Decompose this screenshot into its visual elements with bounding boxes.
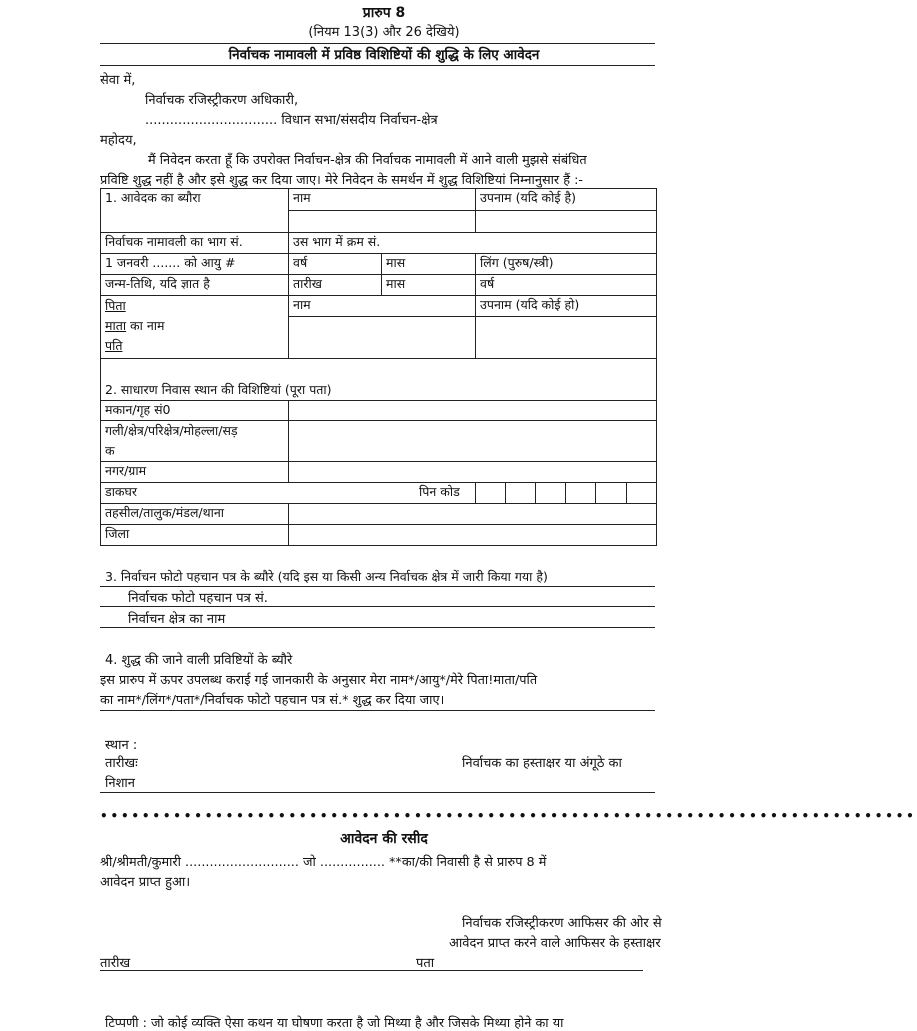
receipt-line-1: श्री/श्रीमती/कुमारी ............................ जो ................ **का/की निवासी है से प्रारुप 8 में	[100, 855, 547, 870]
form-title: निर्वाचक नामावली में प्रविष्ठ विशिष्टियों की शुद्धि के लिए आवेदन	[228, 47, 540, 63]
town-field[interactable]	[289, 462, 657, 483]
tehsil-label: तहसील/तालुक/मंडल/थाना	[101, 504, 289, 525]
constituency-line: ................................ विधान सभा/संसदीय निर्वाचन-क्षेत्र	[145, 113, 438, 128]
constituency-name-label: निर्वाचन क्षेत्र का नाम	[128, 612, 226, 627]
receipt-line-2: आवेदन प्राप्त हुआ।	[100, 875, 191, 890]
age-label: 1 जनवरी ....... को आयु #	[101, 254, 289, 275]
rule-reference: (नियम 13(3) और 26 देखिये)	[308, 25, 460, 40]
mother-label: माता	[105, 318, 127, 333]
request-line-1: मैं निवेदन करता हूँ कि उपरोक्त निर्वाचन-क्षेत्र की निर्वाचक नामावली में आने वाली मुझसे संबंधित	[148, 153, 587, 168]
header-rule-bottom	[100, 65, 655, 66]
applicant-details-label: 1. आवेदक का ब्यौरा	[101, 189, 289, 233]
pin-digit-box[interactable]	[476, 483, 506, 504]
section4-rule	[100, 710, 655, 711]
request-line-2: प्रविष्टि शुद्ध नहीं है और इसे शुद्ध कर दिया जाए। मेरे निवेदन के समर्थन में शुद्ध विशिष्टियां निम्नानुसार हैं :-	[100, 173, 583, 188]
receipt-rule	[100, 970, 643, 971]
pin-digit-box[interactable]	[566, 483, 596, 504]
house-label: मकान/गृह सं0	[101, 401, 289, 421]
relation-surname-label: उपनाम (यदि कोई हो)	[476, 296, 657, 317]
pin-digit-box[interactable]	[627, 483, 657, 504]
surname-label: उपनाम (यदि कोई है)	[476, 189, 657, 211]
name-field[interactable]	[289, 211, 476, 233]
husband-label: पति	[105, 338, 123, 353]
street-label-line-2: क	[105, 443, 115, 458]
relation-name-label: नाम	[289, 296, 476, 317]
district-field[interactable]	[289, 525, 657, 546]
dob-label: जन्म-तिथि, यदि ज्ञात है	[101, 275, 289, 296]
street-label-line-1: गली/क्षेत्र/परिक्षेत्र/मोहल्ला/सड़	[105, 423, 238, 438]
name-label: नाम	[289, 189, 476, 211]
age-month-label: मास	[382, 254, 476, 275]
correction-section-title: 4. शुद्ध की जाने वाली प्रविष्टियों के ब्यौरे	[105, 653, 293, 668]
relation-name-field[interactable]	[289, 317, 476, 359]
age-year-label: वर्ष	[289, 254, 382, 275]
name-suffix: का नाम	[126, 318, 165, 333]
tehsil-field[interactable]	[289, 504, 657, 525]
epic-number-label: निर्वाचक फोटो पहचान पत्र सं.	[128, 591, 268, 606]
receiving-officer-line-2: आवेदन प्राप्त करने वाले आफिसर के हस्ताक्षर	[449, 936, 661, 951]
header-rule-top	[100, 43, 655, 44]
form-number: प्रारुप 8	[362, 5, 406, 21]
receiving-officer-line-1: निर्वाचक रजिस्ट्रीकरण आफिसर की ओर से	[462, 916, 662, 931]
pin-digit-box[interactable]	[506, 483, 536, 504]
pin-code-label: पिन कोड	[419, 484, 460, 499]
applicant-details-table	[100, 188, 657, 546]
dob-date-label: तारीख	[289, 275, 382, 296]
correction-line-2: का नाम*/लिंग*/पता*/निर्वाचक फोटो पहचान पत्र सं.* शुद्ध कर दिया जाए।	[100, 693, 445, 708]
house-field[interactable]	[289, 401, 657, 421]
post-office-row	[101, 483, 476, 504]
cut-line-separator: ••••••••••••••••••••••••••••••••••••••••••••••••••••••••••••••••••••••••••••••	[100, 809, 917, 823]
dob-month-label: मास	[382, 275, 476, 296]
correction-line-1: इस प्रारुप में ऊपर उपलब्ध कराई गई जानकारी के अनुसार मेरा नाम*/आयु*/मेरे पिता!माता/पति	[100, 673, 538, 688]
section3-rule-3	[100, 627, 655, 628]
signature-label: निर्वाचक का हस्ताक्षर या अंगूठे का	[462, 756, 622, 771]
relation-surname-field[interactable]	[476, 317, 657, 359]
date-label: तारीखः	[105, 756, 138, 771]
street-label	[101, 421, 289, 462]
pin-digit-box[interactable]	[596, 483, 627, 504]
district-label: जिला	[101, 525, 289, 546]
post-office-label: डाकघर	[105, 484, 138, 499]
town-label: नगर/ग्राम	[101, 462, 289, 483]
surname-field[interactable]	[476, 211, 657, 233]
addressee-officer: निर्वाचक रजिस्ट्रीकरण अधिकारी,	[145, 93, 299, 108]
thumb-mark-label: निशान	[105, 776, 136, 791]
street-field[interactable]	[289, 421, 657, 462]
receipt-title: आवेदन की रसीद	[340, 831, 428, 847]
place-label: स्थान :	[105, 738, 138, 753]
salutation: महोदय,	[100, 133, 137, 148]
serial-in-part-label: उस भाग में क्रम सं.	[289, 233, 657, 254]
footer-note: टिप्पणी : जो कोई व्यक्ति ऐसा कथन या घोषणा करता है जो मिथ्या है और जिसके मिथ्या होने का या	[105, 1016, 564, 1031]
father-label: पिता	[105, 298, 126, 313]
gender-label: लिंग (पुरुष/स्त्री)	[476, 254, 657, 275]
receipt-date-label: तारीख	[100, 956, 131, 971]
roll-part-label: निर्वाचक नामावली का भाग सं.	[101, 233, 289, 254]
dob-year-label: वर्ष	[476, 275, 657, 296]
section3-rule-1	[100, 586, 655, 587]
residence-section-title: 2. साधारण निवास स्थान की विशिष्टियां (पूरा पता)	[101, 359, 657, 401]
receipt-address-label: पता	[416, 956, 435, 971]
signature-rule	[100, 792, 655, 793]
pin-digit-box[interactable]	[536, 483, 566, 504]
addressee-to: सेवा में,	[100, 73, 136, 88]
epic-section-title: 3. निर्वाचन फोटो पहचान पत्र के ब्यौरे (यदि इस या किसी अन्य निर्वाचक क्षेत्र में जारी किया गया है)	[105, 569, 548, 584]
relation-label	[101, 296, 289, 359]
section3-rule-2	[100, 606, 655, 607]
